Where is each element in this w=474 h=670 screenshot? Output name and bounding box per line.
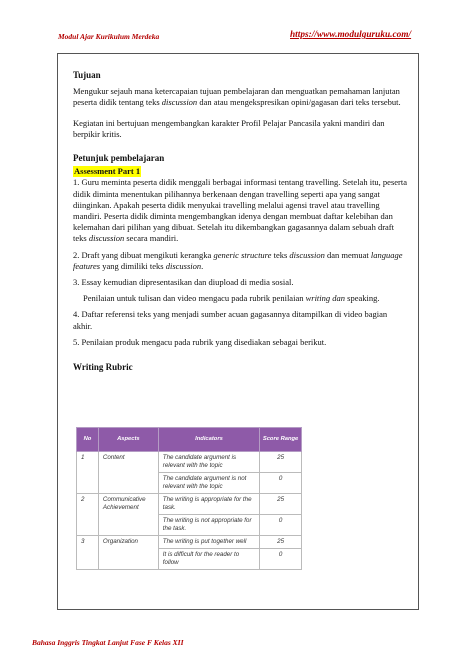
cell-score: 0: [260, 473, 302, 494]
table-row: [77, 452, 302, 473]
rubric-heading: Writing Rubric: [73, 362, 133, 373]
table-row: [77, 536, 302, 549]
text-run: 1. Guru meminta peserta didik menggali berbagai informasi tentang travelling. Setelah itu, peserta didik diminta menentukan pilihannya berkenaan dengan travelling seperti apa yang sangat diinginkan. Apakah peserta didik menyukai travelling melalui agensi travel atau travelling mandiri. Peserta didik diminta mengembangkan idenya dengan membuat daftar kelebihan dan kelemahan dari pilihan yang dibuat. Setelah itu dikembangkan gagasannya dalam sebuah draft teks: [73, 177, 407, 244]
emphasis-language-features: language features: [73, 249, 403, 271]
cell-indicator: The writing is not appropriate for the task.: [158, 515, 259, 536]
instruction-step-3: [73, 277, 408, 304]
text-run: dan memuat: [324, 249, 371, 260]
step-3-note: [73, 293, 408, 304]
header-module-title: Modul Ajar Kurikulum Merdeka: [58, 32, 160, 41]
text-run: Mengukur sejauh mana ketercapaian tujuan pembelajaran dan menguatkan pemahaman lanjutan peserta didik tentang teks: [73, 86, 400, 108]
tujuan-paragraph-1: [73, 86, 408, 108]
column-header-no: No: [77, 428, 99, 452]
column-header-score-range: Score Range: [260, 428, 302, 452]
assessment-part-label: Assessment Part 1: [74, 166, 141, 177]
emphasis-discussion: discussion: [88, 233, 125, 244]
cell-indicator: The candidate argument is not relevant with the topic: [158, 473, 259, 494]
cell-indicator: It is difficult for the reader to follow: [158, 549, 259, 570]
text-run: dan atau mengekspresikan opini/gagasan dari teks tersebut.: [197, 97, 401, 108]
cell-aspect: Communicative Achievement: [98, 494, 158, 536]
footer-course-title: Bahasa Inggris Tingkat Lanjut Fase F Kelas XII: [32, 638, 184, 647]
instruction-step-5: 5. Penilaian produk mengacu pada rubrik yang disediakan sebagai berikut.: [73, 336, 327, 347]
writing-rubric-table: [76, 427, 302, 570]
column-header-indicators: Indicators: [158, 428, 259, 452]
table-header-row: [77, 428, 302, 452]
cell-score: 25: [260, 494, 302, 515]
cell-score: 25: [260, 536, 302, 549]
text-run: 3. Essay kemudian dipresentasikan dan diupload di media sosial.: [73, 277, 294, 288]
emphasis-discussion: discussion: [165, 260, 202, 271]
emphasis-discussion: discussion: [161, 97, 198, 108]
text-run: yang dimiliki teks: [100, 260, 166, 271]
cell-score: 0: [260, 515, 302, 536]
table-row: [77, 494, 302, 515]
instruction-step-1: [73, 177, 408, 244]
cell-indicator: The candidate argument is relevant with the topic: [158, 452, 259, 473]
tujuan-heading: Tujuan: [73, 70, 101, 80]
instruction-step-4: 4. Daftar referensi teks yang menjadi sumber acuan gagasannya ditampilkan di video bagian akhir.: [73, 309, 388, 331]
column-header-aspects: Aspects: [98, 428, 158, 452]
cell-aspect: Content: [98, 452, 158, 494]
petunjuk-heading: Petunjuk pembelajaran: [73, 153, 165, 164]
cell-no: 3: [77, 536, 99, 570]
text-run: teks: [271, 249, 290, 260]
cell-no: 2: [77, 494, 99, 536]
instruction-list: [73, 177, 408, 348]
text-run: secara mandiri.: [124, 233, 179, 244]
cell-no: 1: [77, 452, 99, 494]
text-run: speaking.: [345, 293, 380, 304]
cell-indicator: The writing is put together well: [158, 536, 259, 549]
cell-score: 25: [260, 452, 302, 473]
tujuan-paragraph-2: Kegiatan ini bertujuan mengembangkan karakter Profil Pelajar Pancasila yakni mandiri dan berpikir kritis.: [73, 117, 385, 139]
emphasis-writing: writing dan: [305, 293, 346, 304]
text-run: Penilaian untuk tulisan dan video mengacu pada rubrik penilaian: [83, 293, 306, 304]
header-website-link[interactable]: https://www.modulguruku.com/: [290, 30, 412, 40]
main-content: [73, 70, 408, 373]
text-run: .: [201, 260, 204, 271]
cell-indicator: The writing is appropriate for the task.: [158, 494, 259, 515]
text-run: 2. Draft yang dibuat mengikuti kerangka: [73, 249, 214, 260]
instruction-step-2: [73, 250, 408, 272]
emphasis-generic-structure: generic structure: [213, 249, 272, 260]
cell-aspect: Organization: [98, 536, 158, 570]
emphasis-discussion: discussion: [289, 249, 325, 260]
cell-score: 0: [260, 549, 302, 570]
